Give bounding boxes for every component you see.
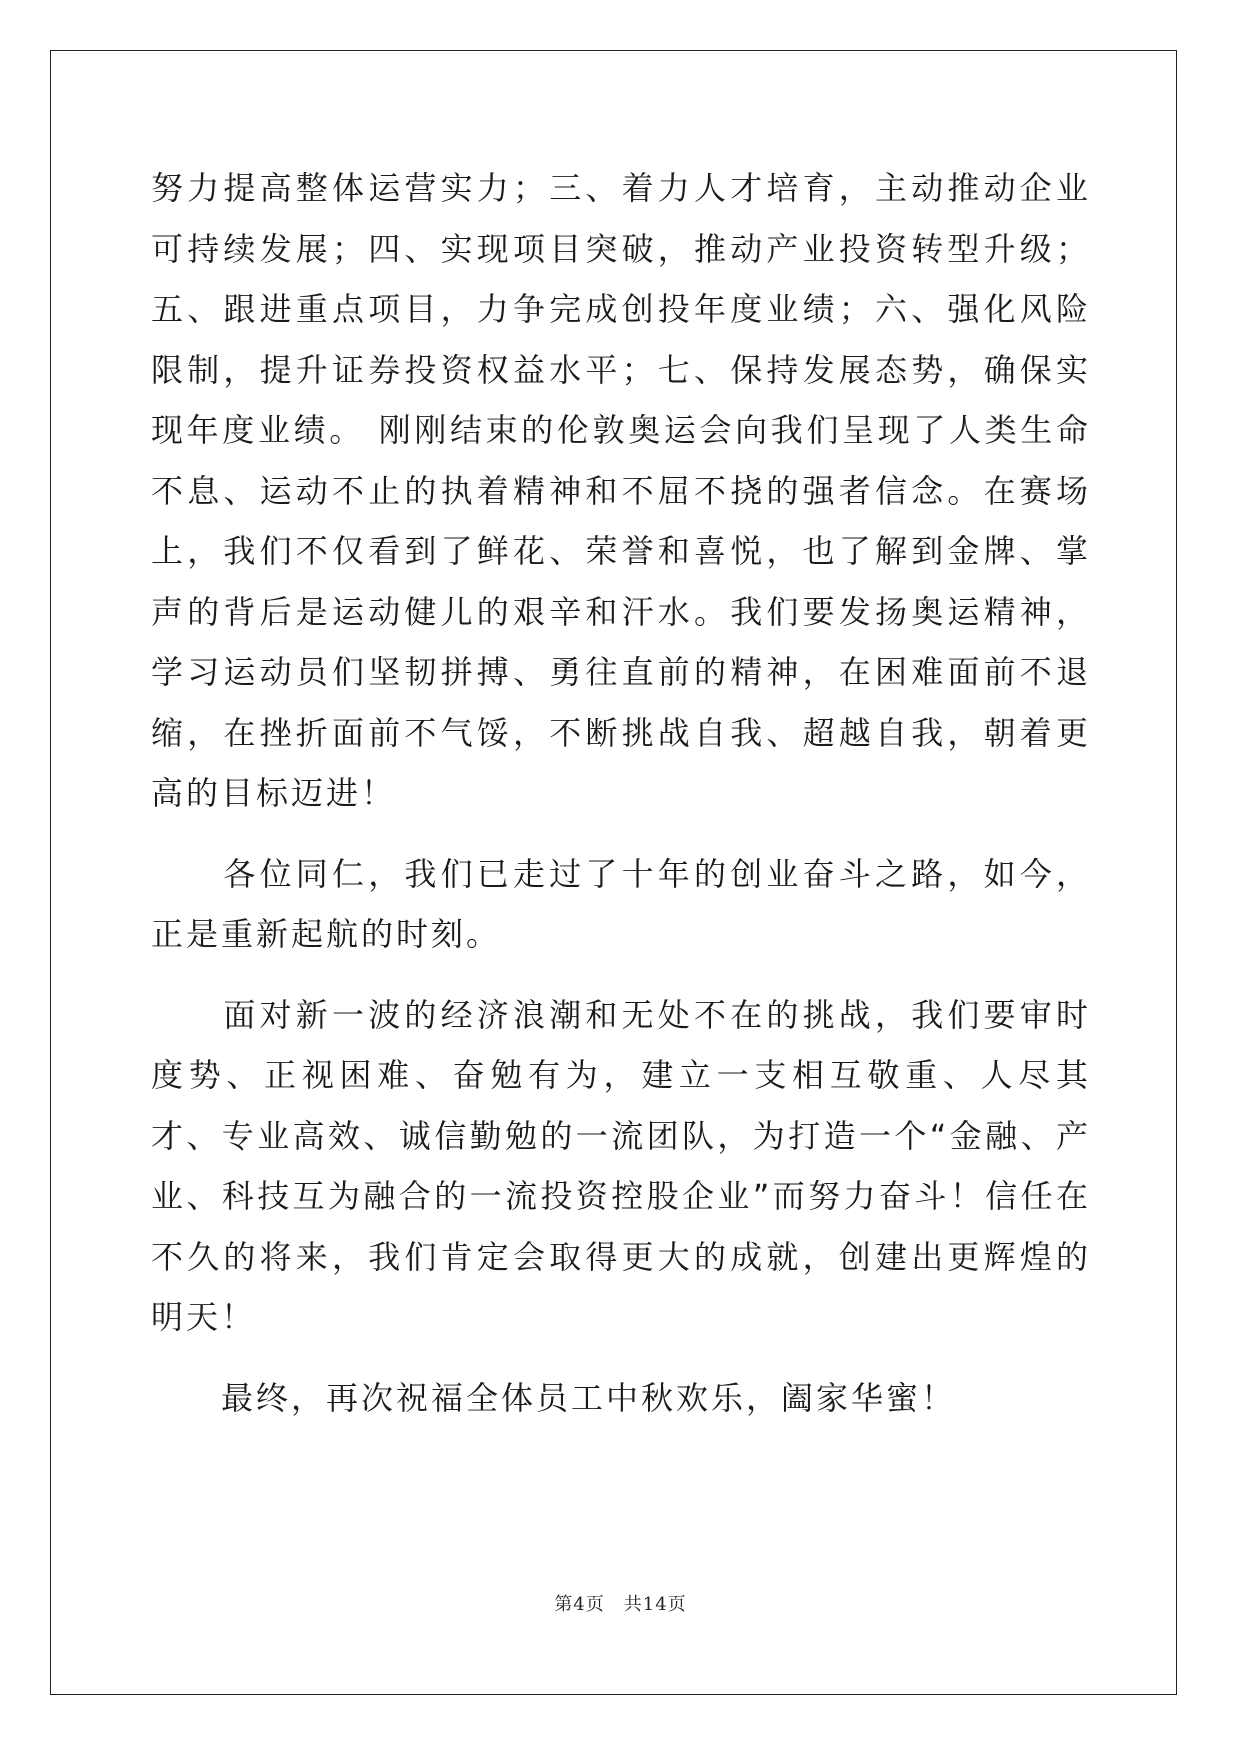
paragraph-2: 各位同仁，我们已走过了十年的创业奋斗之路，如今，正是重新起航的时刻。 [151, 854, 1091, 953]
page-footer [0, 1590, 1241, 1616]
paragraph-4: 最终，再次祝福全体员工中秋欢乐，阖家华蜜！ [151, 1378, 957, 1417]
paragraph-3: 面对新一波的经济浪潮和无处不在的挑战，我们要审时度势、正视困难、奋勉有为，建立一支相互敬重、人尽其才、专业高效、诚信勤勉的一流团队，为打造一个“金融、产业、科技互为融合的一流投资控股企业”而努力奋斗！信任在不久的将来，我们肯定会取得更大的成就，创建出更辉煌的明天！ [151, 995, 1091, 1336]
paragraph-gap [151, 1348, 1091, 1368]
page-number-label: 第4页 共14页 [554, 1594, 687, 1615]
paragraph-1: 努力提高整体运营实力；三、着力人才培育，主动推动企业可持续发展；四、实现项目突破，推动产业投资转型升级；五、跟进重点项目，力争完成创投年度业绩；六、强化风险限制，提升证券投资权益水平；七、保持发展态势，确保实现年度业绩。 刚刚结束的伦敦奥运会向我们呈现了人类生命不息、运动不止的执着精神和不屈不挠的强者信念。在赛场上，我们不仅看到了鲜花、荣誉和喜悦，也了解到金牌、掌声的背后是运动健儿的艰辛和汗水。我们要发扬奥运精神，学习运动员们坚韧拼搏、勇往直前的精神，在困难面前不退缩，在挫折面前不气馁，不断挑战自我、超越自我，朝着更高的目标迈进！ [151, 169, 1091, 812]
document-body [151, 158, 1091, 1428]
paragraph-gap [151, 824, 1091, 844]
paragraph-gap [151, 965, 1091, 985]
